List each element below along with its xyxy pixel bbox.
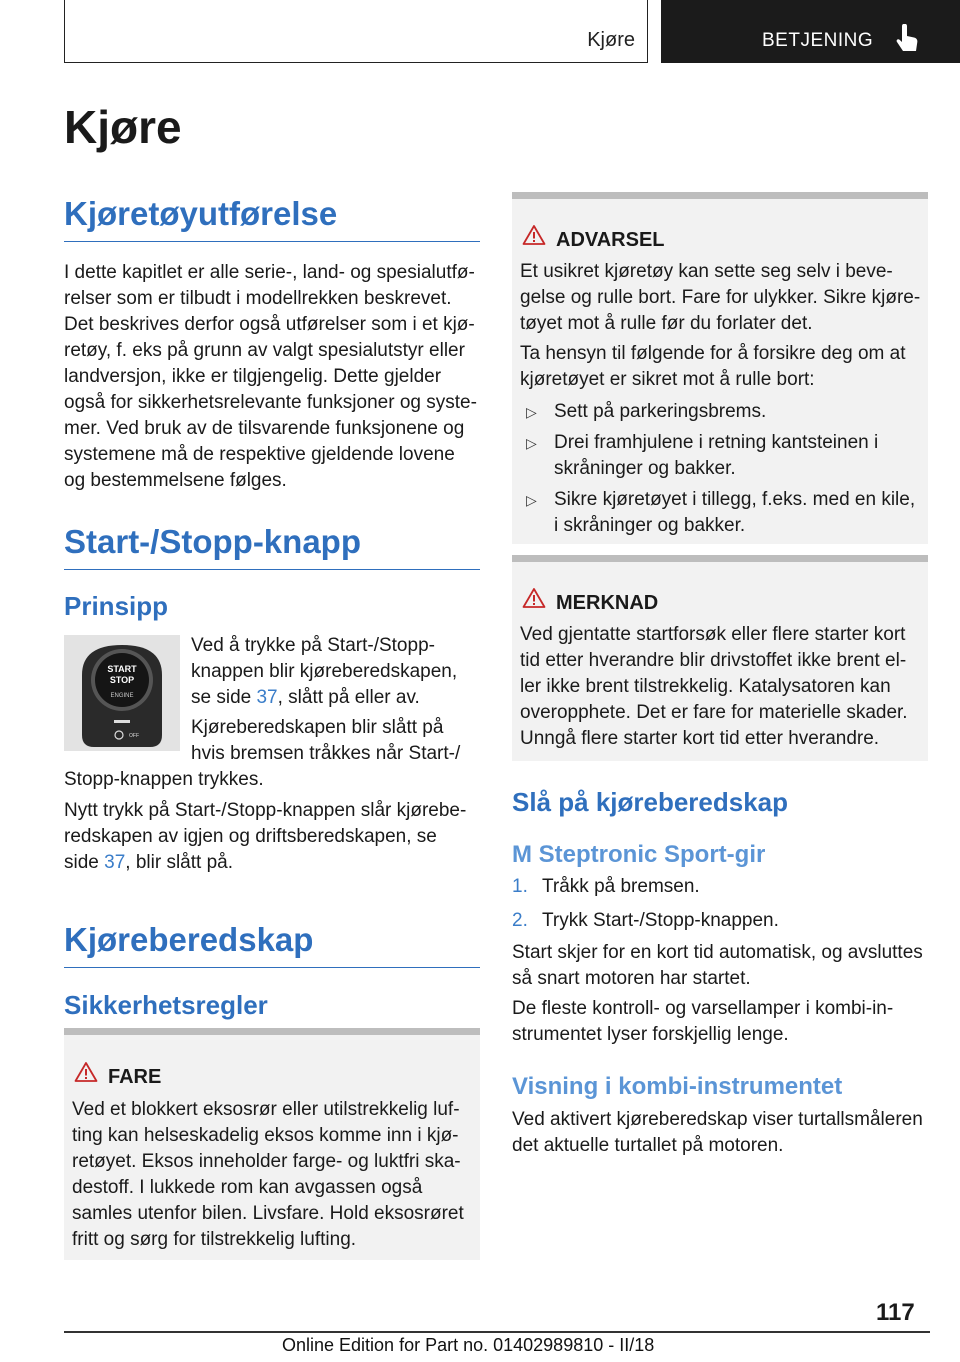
text-line: systemene må de respektive gjeldende lovene — [64, 444, 455, 465]
text-line: ting kan helseskadelig eksos komme inn i kjø- — [72, 1125, 459, 1146]
heading-principle: Prinsipp — [64, 591, 169, 621]
heading-switch-on-readiness: Slå på kjøreberedskap — [512, 787, 789, 817]
pointing-hand-icon — [894, 24, 920, 54]
header-chapter-title: BETJENING — [762, 30, 874, 51]
footer-divider — [64, 1331, 930, 1333]
warning-box — [512, 192, 928, 544]
warning-text-1 — [520, 259, 924, 337]
warning-text-2 — [520, 341, 924, 393]
text-span: side — [64, 852, 105, 873]
text-line: Ved et blokkert eksosrør eller utilstrekkelig luf- — [72, 1099, 460, 1120]
text-line: Start skjer for en kort tid automatisk, og avsluttes — [512, 942, 923, 963]
principle-text-2-cont — [64, 767, 484, 793]
text-line: overopphete. Det er fare for materielle skader. — [520, 702, 908, 723]
text-line: hvis bremsen tråkkes når Start-/ — [191, 743, 461, 764]
list-item — [520, 430, 924, 482]
text-line: skråninger og bakker. — [554, 458, 736, 479]
text-line: strumentet lyser forskjellig lenge. — [512, 1024, 789, 1045]
text-span: , slått på eller av. — [277, 687, 420, 708]
heading-safety-rules: Sikkerhetsregler — [64, 990, 268, 1020]
step-text: Trykk Start-/Stopp-knappen. — [542, 910, 779, 931]
text-line: i skråninger og bakker. — [554, 515, 746, 536]
page-number: 117 — [876, 1299, 915, 1326]
text-line: fritt og sørg for tilstrekkelig lufting. — [72, 1229, 357, 1250]
text-line: landversjon, ikke er tilgjengelig. Dette gjelder — [64, 366, 442, 387]
step-text: Tråkk på bremsen. — [542, 876, 700, 897]
warning-triangle-icon — [522, 587, 546, 609]
page-title: Kjøre — [64, 101, 182, 153]
principle-text-2 — [191, 715, 481, 767]
button-label-start: START — [107, 664, 137, 674]
header-chapter-tab — [661, 0, 960, 63]
display-text — [512, 1107, 932, 1159]
text-line: Ved aktivert kjøreberedskap viser turtallsmåleren — [512, 1109, 923, 1130]
lamps-text — [512, 996, 932, 1048]
text-line: ▷ Sikre kjøretøyet i tillegg, f.eks. med en kile, — [554, 489, 916, 510]
button-label-stop: STOP — [109, 675, 135, 685]
page-link-37[interactable]: 37 — [256, 687, 278, 708]
text-line: gelse og rulle bort. Fare for ulykker. Sikre kjøre- — [520, 287, 921, 308]
text-line: Unngå flere starter kort tid etter hverandre. — [520, 728, 880, 749]
step-number: 2. — [512, 910, 528, 931]
danger-text — [72, 1097, 476, 1253]
list-item — [520, 487, 924, 539]
danger-label: FARE — [108, 1066, 162, 1088]
text-line: retøyet. Eksos inneholder farge- og luktfri ska- — [72, 1151, 461, 1172]
text-line: ▷ Drei framhjulene i retning kantsteinen i — [554, 432, 879, 453]
text-span: , blir slått på. — [125, 852, 233, 873]
text-line: tid etter hverandre blir drivstoffet ikke brent el- — [520, 650, 907, 671]
heading-driving-readiness: Kjøreberedskap — [64, 921, 480, 968]
danger-box — [64, 1028, 480, 1260]
warning-bullet-list — [520, 399, 924, 544]
text-line: og bestemmelsene følges. — [64, 470, 287, 491]
text-line: samles utenfor bilen. Livsfare. Hold eksosrøret — [72, 1203, 464, 1224]
text-line: Nytt trykk på Start-/Stopp-knappen slår kjørebe- — [64, 800, 467, 821]
start-text — [512, 940, 932, 992]
text-line: kjøretøyet er sikret mot å rulle bort: — [520, 369, 815, 390]
heading-instrument-display: Visning i kombi-instrumentet — [512, 1073, 843, 1100]
text-line: Et usikret kjøretøy kan sette seg selv i beve- — [520, 261, 893, 282]
text-line: Stopp-knappen trykkes. — [64, 769, 264, 790]
edition-info: Online Edition for Part no. 01402989810 - II/18 — [282, 1335, 655, 1355]
text-line: destoff. I lukkede rom kan avgassen også — [72, 1177, 423, 1198]
note-text — [520, 622, 924, 752]
warning-triangle-icon — [522, 224, 546, 246]
text-line: knappen blir kjøreberedskapen, — [191, 661, 458, 682]
vehicle-version-text — [64, 260, 484, 494]
text-line: ler ikke brent tilstrekkelig. Katalysatoren kan — [520, 676, 891, 697]
text-line — [64, 850, 484, 876]
list-item — [512, 908, 928, 934]
start-stop-button-image — [64, 635, 180, 751]
text-line: det aktuelle turtallet på motoren. — [512, 1135, 784, 1156]
text-line: så snart motoren har startet. — [512, 968, 751, 989]
header-section-title: Kjøre — [587, 29, 635, 51]
button-label-engine: ENGINE — [110, 693, 134, 699]
text-line: De fleste kontroll- og varsellamper i kombi-in- — [512, 998, 894, 1019]
text-line: I dette kapitlet er alle serie-, land- og spesialutfø- — [64, 262, 475, 283]
heading-vehicle-version: Kjøretøyutførelse — [64, 195, 480, 242]
text-line: redskapen av igjen og driftsberedskapen, se — [64, 826, 437, 847]
text-span: Sett på parkeringsbrems. — [554, 401, 767, 422]
start-stop-button-drawing — [64, 635, 180, 751]
header-section-box — [64, 0, 648, 63]
step-list — [512, 874, 928, 942]
page-link-37[interactable]: 37 — [104, 852, 126, 873]
step-number: 1. — [512, 876, 528, 897]
note-box — [512, 555, 928, 761]
warning-triangle-icon — [74, 1061, 98, 1083]
heading-steptronic: M Steptronic Sport-gir — [512, 841, 766, 868]
warning-label: ADVARSEL — [556, 229, 665, 251]
text-line: Ta hensyn til følgende for å forsikre deg om at — [520, 343, 906, 364]
text-line: også for sikkerhetsrelevante funksjoner og syste- — [64, 392, 477, 413]
text-line: tøyet mot å rulle før du forlater det. — [520, 313, 813, 334]
text-line: Ved å trykke på Start-/Stopp- — [191, 635, 435, 656]
list-item — [520, 399, 924, 425]
list-item — [512, 874, 928, 900]
text-line: mer. Ved bruk av de tilsvarende funksjonene og — [64, 418, 465, 439]
text-line: retøy, f. eks på grunn av valgt spesialutstyr eller — [64, 340, 465, 361]
text-span: se side — [191, 687, 257, 708]
button-label-off: OFF — [129, 733, 139, 739]
text-line: Ved gjentatte startforsøk eller flere starter kort — [520, 624, 906, 645]
note-label: MERKNAD — [556, 592, 659, 614]
text-line: Kjøreberedskapen blir slått på — [191, 717, 444, 738]
text-line — [191, 685, 481, 711]
principle-text-3 — [64, 798, 484, 876]
text-line: relser som er tilbudt i modellrekken beskrevet. — [64, 288, 452, 309]
principle-text-1 — [191, 633, 481, 711]
text-line: Det beskrives derfor også utførelser som i et kjø- — [64, 314, 475, 335]
heading-start-stop-button: Start-/Stopp-knapp — [64, 523, 480, 570]
